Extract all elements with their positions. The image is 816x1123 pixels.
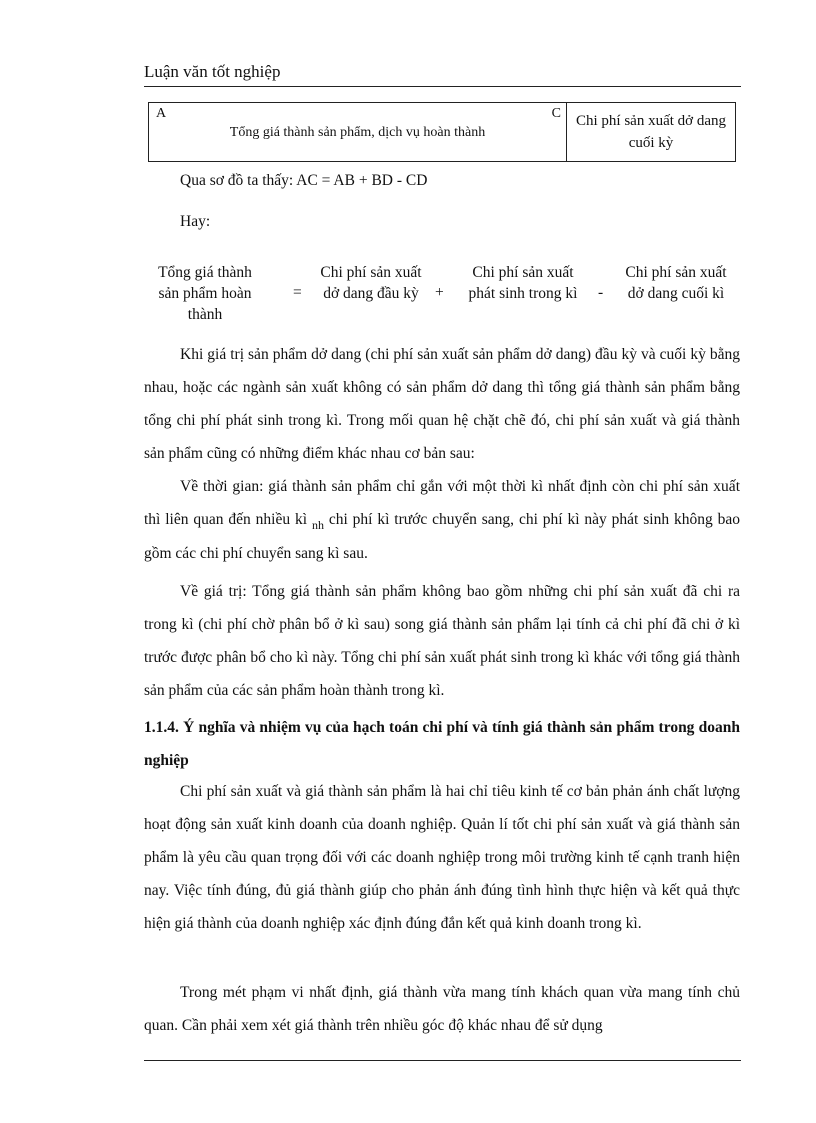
hay-label: Hay: bbox=[180, 213, 211, 230]
footer-divider bbox=[144, 1060, 741, 1061]
diagram-right-text: Chi phí sản xuất dở dang cuối kỳ bbox=[576, 113, 726, 151]
diagram-left-text: Tổng giá thành sản phẩm, dịch vụ hoàn thành bbox=[229, 125, 486, 140]
paragraph-5: Trong mét phạm vi nhất định, giá thành vừa mang tính khách quan vừa mang tính chủ quan. Cần phải xem xét giá thành trên nhiều góc độ khác nhau để sử dụng bbox=[144, 984, 740, 1034]
paragraph-4: Chi phí sản xuất và giá thành sản phẩm là hai chỉ tiêu kinh tế cơ bản phản ánh chất lượng hoạt động sản xuất kinh doanh của doanh nghiệp. Quản lí tốt chi phí sản xuất và giá thành sản phẩm là yêu cầu quan trọng đối với các doanh nghiệp trong môi trường kinh tế cạnh tranh hiện nay. Việc tính đúng, đủ giá thành giúp cho phản ánh đúng tình hình thực hiện và kết quả thực hiện giá thành của doanh nghiệp xác định đúng đắn kết quả kinh doanh trong kì. bbox=[144, 783, 740, 932]
cost-diagram-box bbox=[148, 102, 736, 162]
diagram-label-a: A bbox=[156, 106, 167, 121]
diagram-right-cell bbox=[567, 103, 735, 161]
paragraph-2-subscript: nh bbox=[311, 518, 324, 532]
conclusion-line: Qua sơ đồ ta thấy: AC = AB + BD - CD bbox=[180, 172, 428, 189]
formula-term-total-cost: Tổng giá thành sản phẩm hoàn thành bbox=[158, 264, 252, 323]
paragraph-3: Về giá trị: Tổng giá thành sản phẩm không bao gồm những chi phí sản xuất đã chi ra trong kì (chi phí chờ phân bổ ở kì sau) song giá thành sản phẩm lại tính cả chi phí đã chi ở kì trước được phân bổ cho kì này. Tổng chi phí sản xuất phát sinh trong kì khác với tổng giá thành sản phẩm của các sản phẩm hoàn thành trong kì. bbox=[144, 583, 740, 699]
diagram-label-c: C bbox=[551, 106, 561, 121]
section-heading-1-1-4: 1.1.4. Ý nghĩa và nhiệm vụ của hạch toán chi phí và tính giá thành sản phẩm trong doanh nghiệp bbox=[144, 719, 740, 769]
formula-equals: = bbox=[293, 284, 302, 301]
formula-term-period-cost: Chi phí sản xuất phát sinh trong kì bbox=[468, 264, 578, 302]
cost-formula bbox=[150, 262, 740, 328]
diagram-left-cell bbox=[149, 103, 567, 161]
formula-term-closing-wip: Chi phí sản xuất dở dang cuối kì bbox=[625, 264, 727, 302]
paragraph-1: Khi giá trị sản phẩm dở dang (chi phí sản xuất sản phẩm dở dang) đầu kỳ và cuối kỳ bằng nhau, hoặc các ngành sản xuất không có sản phẩm dở dang thì tổng giá thành sản phẩm bằng tổng chi phí phát sinh trong kì. Trong mối quan hệ chặt chẽ đó, chi phí sản xuất và giá thành sản phẩm cũng có những điểm khác nhau cơ bản sau: bbox=[144, 346, 740, 462]
running-header-title: Luận văn tốt nghiệp bbox=[144, 62, 281, 81]
formula-minus: - bbox=[598, 284, 604, 301]
formula-plus: + bbox=[435, 284, 444, 301]
paragraph-2: Về thời gian: giá thành sản phẩm chỉ gắn với một thời kì nhất định còn chi phí sản xuất thì liên quan đến nhiều kì $_{nh}$ chi phí kì trước chuyển sang, chi phí kì này phát sinh không bao gồm các chi phí chuyển sang kì sau. bbox=[144, 478, 740, 562]
formula-term-opening-wip: Chi phí sản xuất dở dang đầu kỳ bbox=[320, 264, 422, 302]
header-divider bbox=[144, 86, 741, 87]
